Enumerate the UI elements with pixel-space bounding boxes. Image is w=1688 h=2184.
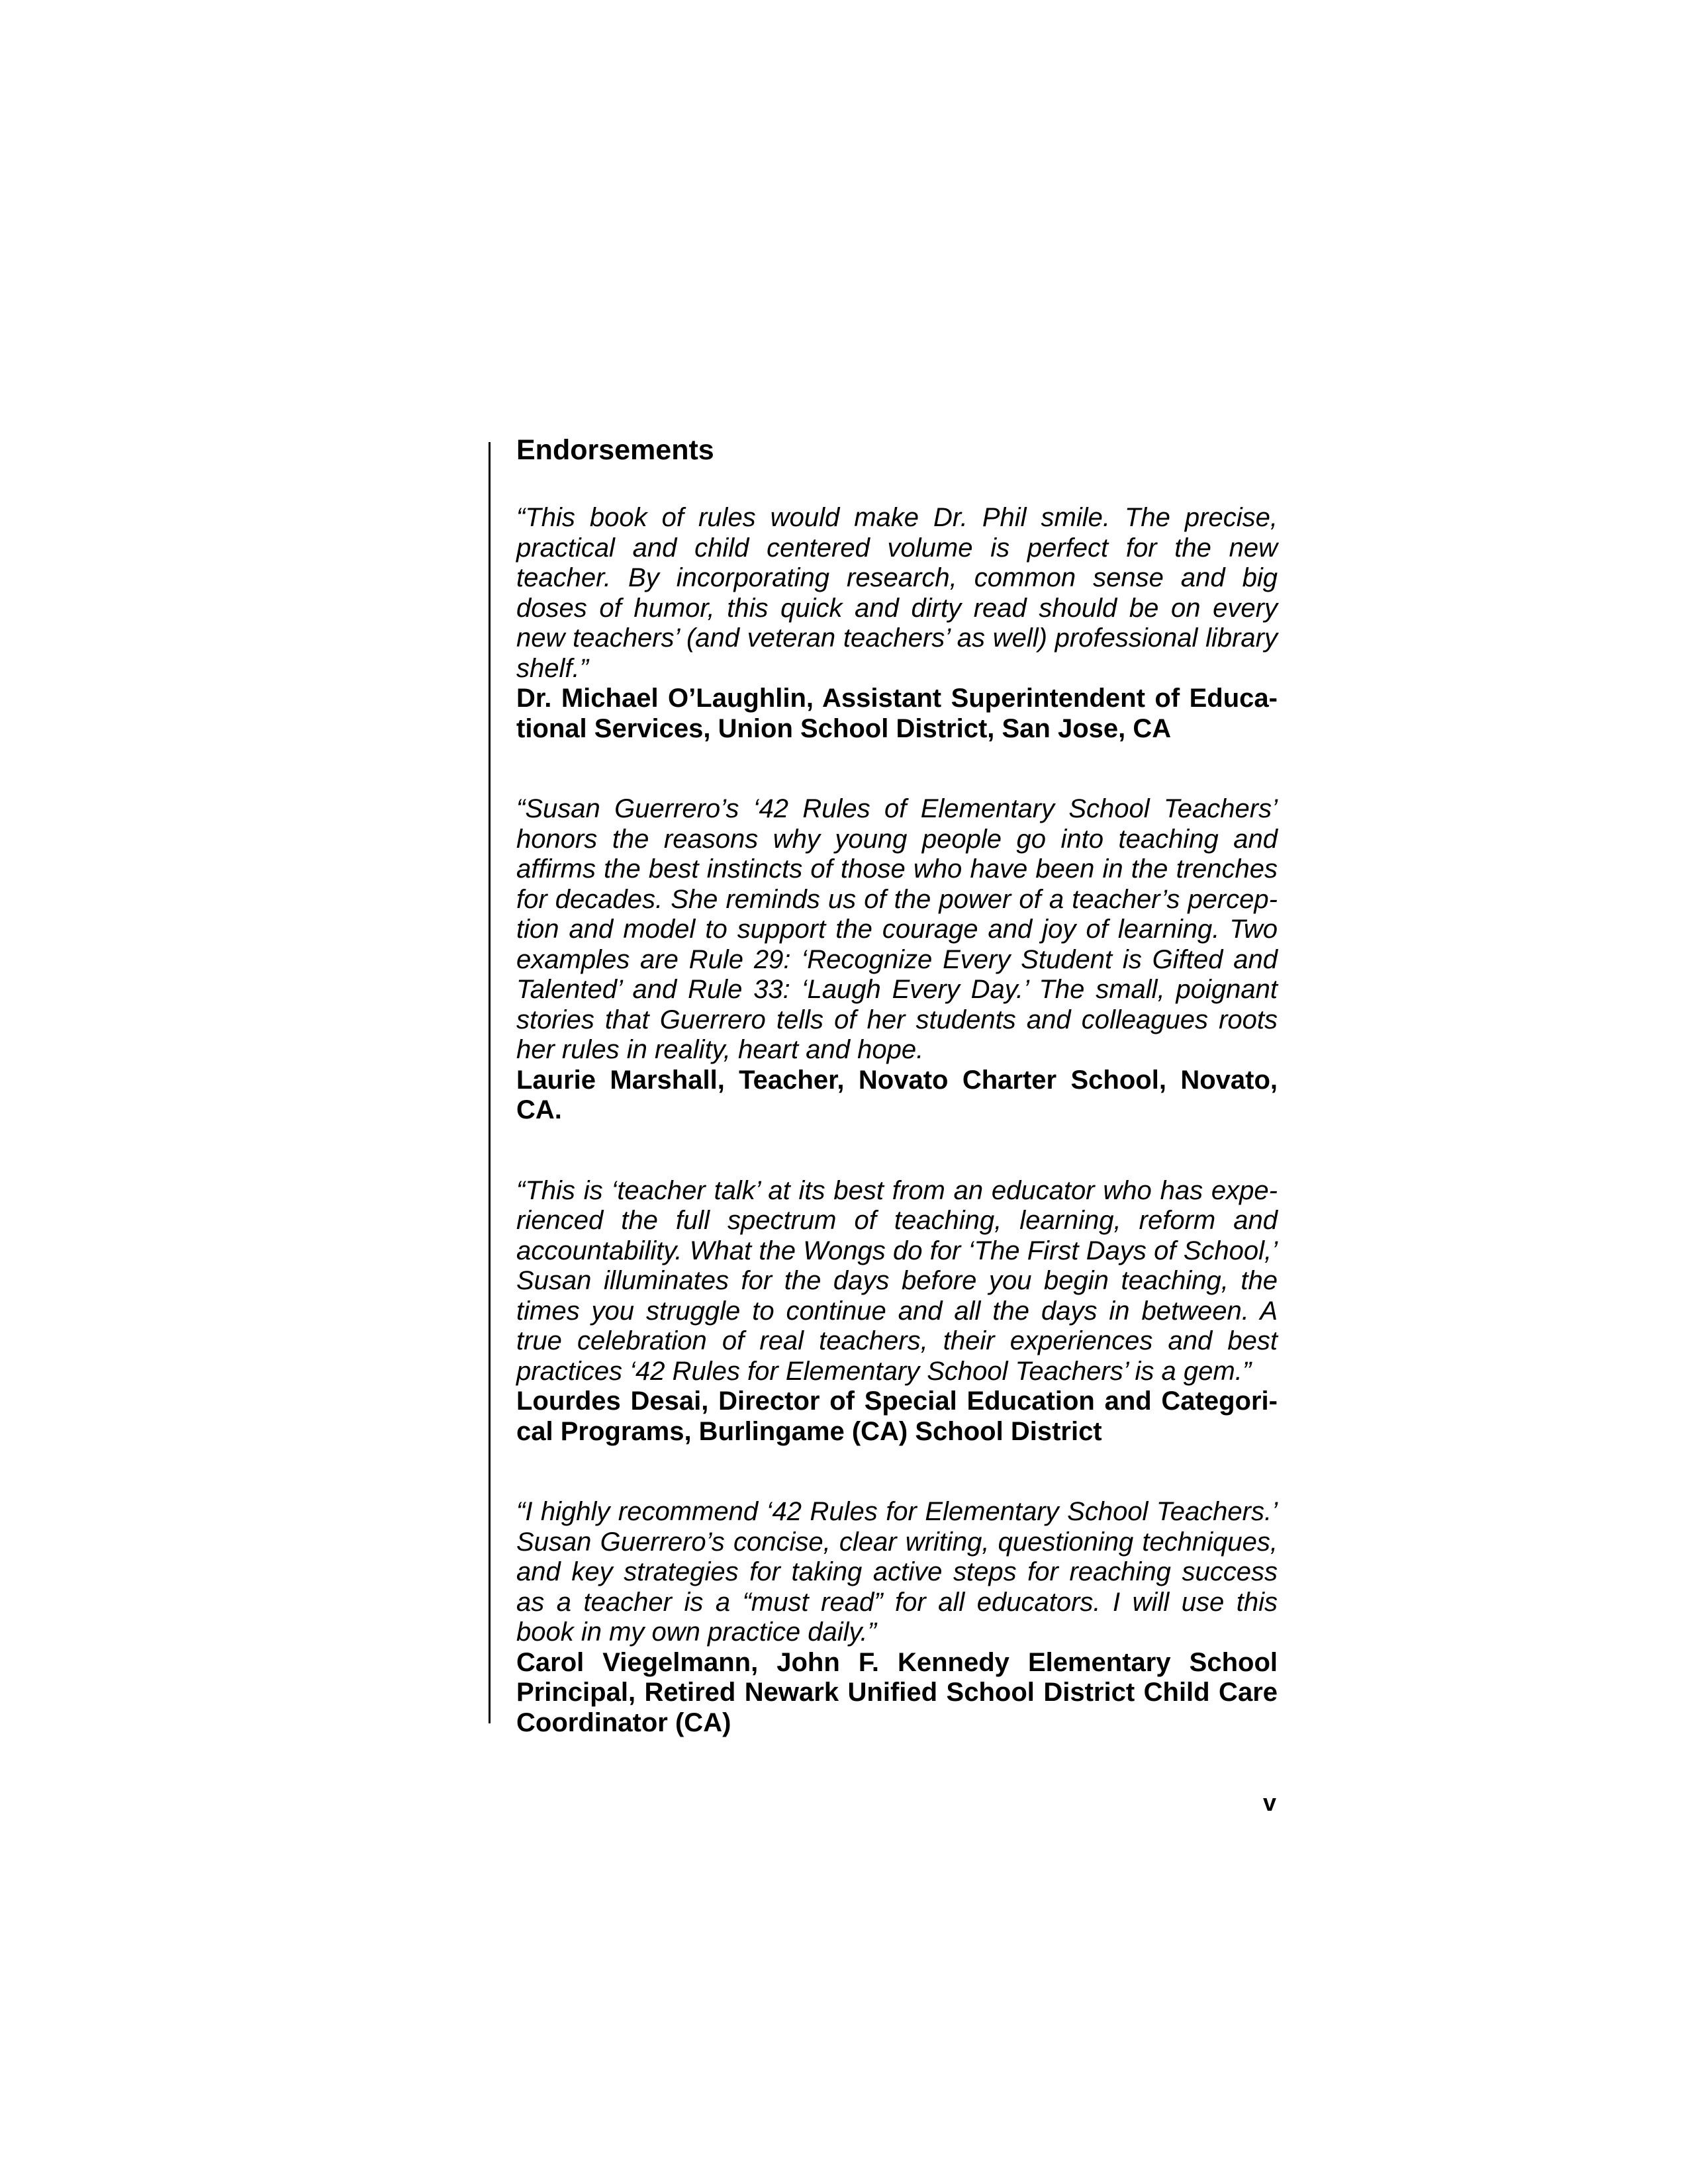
endorsement-4 [516,1497,1278,1738]
endorsement-quote: “This is ‘teacher talk’ at its best from an educator who has experienced the full spectrum of teaching, learning, reform and accountability. What the Wongs do for ‘The First Days of School,’ Susan illuminates for the days before you begin teaching, the times you struggle to continue and all the days in between. A true celebration of real teachers, their experiences and best practices ‘42 Rules for Elementary School Teachers’ is a gem.” [516,1175,1278,1386]
page-title: Endorsements [516,434,714,466]
endorsement-quote: “Susan Guerrero’s ‘42 Rules of Elementary School Teachers’ honors the reasons why young people go into teaching and affirms the best instincts of those who have been in the trenches for decades. She reminds us of the power of a teacher’s perception and model to support the courage and joy of learning. Two examples are Rule 29: ‘Recognize Every Student is Gifted and Talented’ and Rule 33: ‘Laugh Every Day.’ The small, poignant stories that Guerrero tells of her students and colleagues roots her rules in reality, heart and hope. [516,794,1278,1064]
endorsement-2 [516,794,1278,1126]
margin-rule [489,442,491,1723]
endorsement-quote: “This book of rules would make Dr. Phil smile. The precise, practical and child centered volume is perfect for the new teacher. By incorporating research, common sense and big doses of humor, this quick and dirty read should be on every new teachers’ (and veteran teachers’ as well) professional library shelf.” [516,503,1278,683]
endorsements-section [516,432,1278,1788]
endorsement-quote: “I highly recommend ‘42 Rules for Elementary School Teachers.’ Susan Guerrero’s concise, clear writing, questioning techniques, and key strategies for taking active steps for reaching success as a teacher is a “must read” for all educators. I will use this book in my own practice daily.” [516,1497,1278,1647]
endorsement-author: Lourdes Desai, Director of Special Education and Categorical Programs, Burlingame (CA) School District [516,1387,1278,1446]
endorsement-author: Carol Viegelmann, John F. Kennedy Elementary School Principal, Retired Newark Unified School District Child Care Coordinator (CA) [516,1647,1278,1737]
page-number: v [1263,1789,1277,1816]
endorsement-author: Laurie Marshall, Teacher, Novato Charter School, Novato, CA. [516,1065,1278,1124]
endorsement-1 [516,503,1278,744]
endorsement-author: Dr. Michael O’Laughlin, Assistant Superintendent of Educational Services, Union School District, San Jose, CA [516,684,1278,743]
endorsement-3 [516,1176,1278,1447]
